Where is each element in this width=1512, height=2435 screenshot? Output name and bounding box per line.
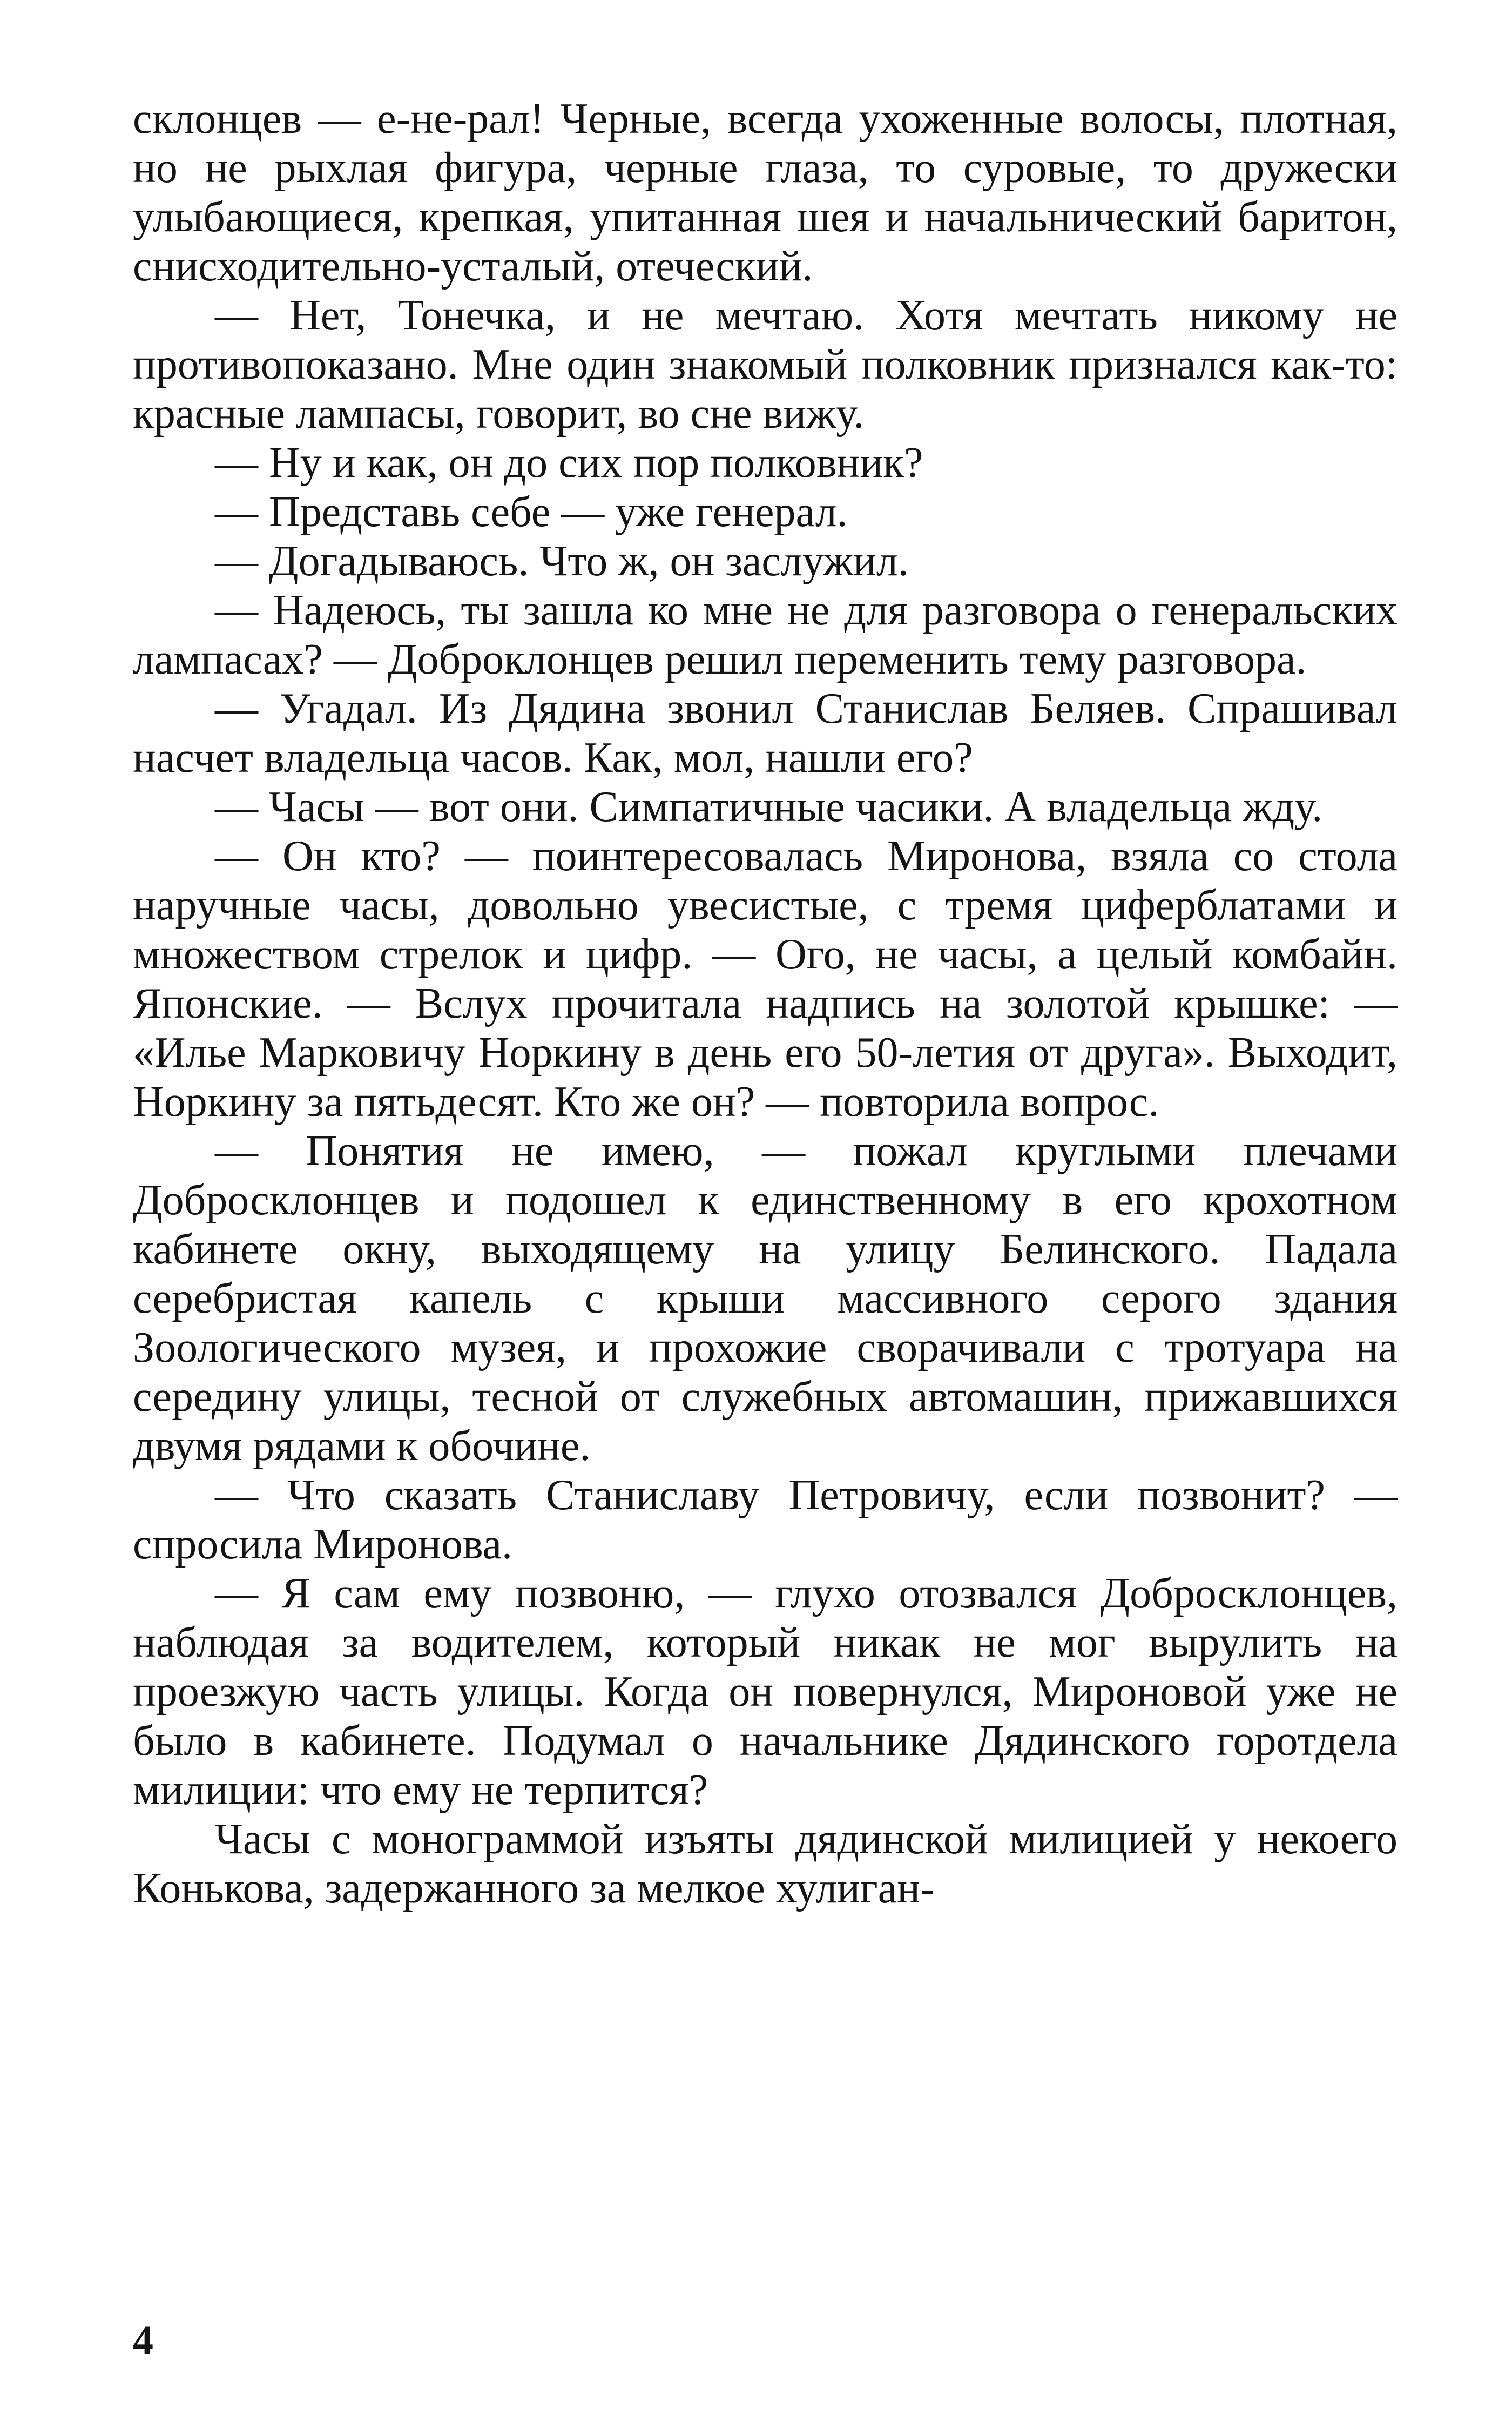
paragraph-12: — Я сам ему позвоню, — глухо отозвался Добросклонцев, наблюдая за водителем, который никак не мог вырулить на проезжую часть улицы. Когда он повернулся, Мироновой уже не было в кабинете. Подумал о начальнике Дядинского горотдела милиции: что ему не терпится? [133,1570,1398,1814]
paragraph-1: склонцев — е-не-рал! Черные, всегда ухоженные волосы, плотная, но не рыхлая фигура, черные глаза, то суровые, то дружески улыбающиеся, крепкая, упитанная шея и начальнический баритон, снисходительно-усталый, отеческий. [133,95,1398,290]
paragraph-11: — Что сказать Станиславу Петровичу, если позвонит? — спросила Миронова. [133,1471,1398,1568]
paragraph-9: — Он кто? — поинтересовалась Миронова, взяла со стола наручные часы, довольно увесистые, с тремя циферблатами и множеством стрелок и цифр. — Ого, не часы, а целый комбайн. Японские. — Вслух прочитала надпись на золотой крышке: — «Илье Марковичу Норкину в день его 50-летия от друга». Выходит, Норкину за пятьдесят. Кто же он? — повторила вопрос. [133,832,1398,1126]
paragraph-5: — Догадываюсь. Что ж, он заслужил. [215,537,909,585]
paragraph-6: — Надеюсь, ты зашла ко мне не для разговора о генеральских лампасах? — Доброклонцев решил переменить тему разговора. [133,587,1398,683]
paragraph-10: — Понятия не имею, — пожал круглыми плечами Добросклонцев и подошел к единственному в его крохотном кабинете окну, выходящему на улицу Белинского. Падала серебристая капель с крыши массивного серого здания Зоологического музея, и прохожие сворачивали с тротуара на середину улицы, тесной от служебных автомашин, прижавшихся двумя рядами к обочине. [133,1127,1398,1470]
page-number: 4 [133,2318,153,2363]
paragraph-2: — Нет, Тонечка, и не мечтаю. Хотя мечтать никому не противопоказано. Мне один знакомый полковник признался как-то: красные лампасы, говорит, во сне вижу. [133,292,1398,438]
paragraph-4: — Представь себе — уже генерал. [215,488,848,536]
paragraph-13: Часы с монограммой изъяты дядинской милицией у некоего Конькова, задержанного за мелкое хулиган- [133,1815,1398,1912]
paragraph-8: — Часы — вот они. Симпатичные часики. А владельца жду. [215,783,1323,831]
paragraph-7: — Угадал. Из Дядина звонил Станислав Беляев. Спрашивал насчет владельца часов. Как, мол, нашли его? [133,685,1398,782]
body-text [133,95,1398,1913]
paragraph-3: — Ну и как, он до сих пор полковник? [215,439,923,487]
